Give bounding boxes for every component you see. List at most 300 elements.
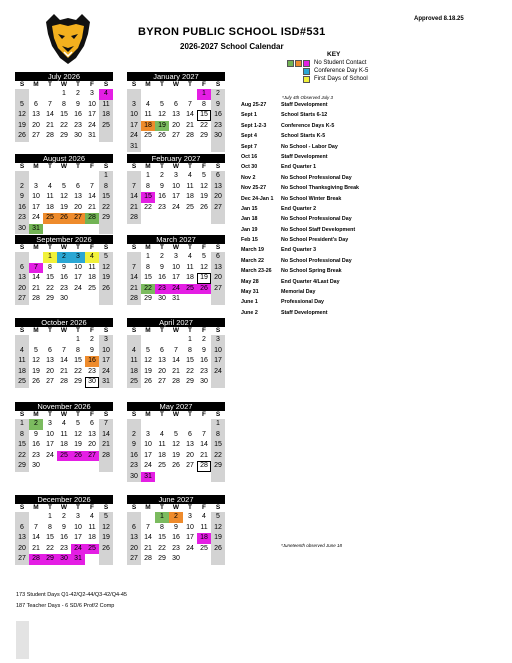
day-cell: 10 (74, 523, 82, 531)
weekday-label: M (33, 163, 39, 170)
empty-cell (127, 419, 141, 430)
empty-cell (99, 131, 113, 142)
day-cell: 8 (202, 100, 206, 108)
event-row (241, 287, 359, 297)
day-cell: 9 (62, 263, 66, 271)
day-cell: 12 (211, 523, 225, 534)
day-cell: 3 (34, 182, 38, 190)
day-cell: 8 (48, 263, 52, 271)
empty-cell (99, 461, 113, 472)
weekday-label: F (90, 411, 94, 418)
day-cell: 30 (85, 377, 99, 388)
day-cell: 19 (211, 533, 225, 544)
month-september-2026 (15, 235, 113, 305)
key-row-first-days (287, 75, 368, 83)
month-grid (127, 504, 225, 565)
day-cell: 19 (99, 533, 113, 544)
approval-date: Approved 8.18.25 (414, 16, 464, 22)
day-cell: 23 (74, 121, 82, 129)
weekday-label: T (48, 81, 52, 88)
month-july-2026 (15, 72, 113, 142)
weekday-label: W (172, 81, 180, 88)
day-cell: 19 (144, 367, 152, 375)
empty-cell (71, 224, 85, 235)
empty-cell (197, 472, 211, 483)
day-cell: 30 (60, 295, 68, 302)
empty-cell (15, 252, 29, 263)
weekday-label: T (160, 81, 164, 88)
weekday-label: M (33, 327, 39, 334)
weekday-label: T (48, 411, 52, 418)
event-date: Sept 4 (241, 133, 257, 140)
day-cell: 22 (46, 544, 54, 552)
month-grid (127, 81, 225, 152)
day-cell: 2 (57, 252, 71, 263)
day-cell: 9 (202, 346, 206, 354)
day-cell: 30 (15, 224, 29, 235)
day-cell: 17 (74, 274, 82, 281)
empty-cell (211, 213, 225, 224)
day-cell: 14 (144, 534, 152, 541)
day-cell: 6 (76, 182, 80, 190)
day-cell: 24 (186, 544, 194, 552)
day-cell: 2 (202, 336, 206, 343)
day-cell: 5 (99, 252, 113, 263)
school-title: BYRON PUBLIC SCHOOL ISD#531 (138, 26, 326, 38)
weekday-label: S (19, 163, 25, 170)
day-cell: 29 (74, 378, 82, 385)
empty-cell (183, 472, 197, 483)
day-cell: 1 (155, 512, 169, 523)
day-cell: 6 (188, 430, 192, 438)
weekday-label: M (145, 411, 151, 418)
day-cell: 22 (60, 121, 68, 129)
weekday-label: T (76, 81, 80, 88)
day-cell: 18 (15, 367, 29, 378)
day-cell: 27 (211, 284, 225, 295)
month-grid (15, 244, 113, 305)
weekday-label: T (76, 163, 80, 170)
empty-cell (155, 89, 169, 100)
event-row (241, 235, 359, 245)
day-cell: 22 (144, 203, 152, 211)
day-cell: 13 (15, 533, 29, 544)
day-cell: 5 (99, 512, 113, 523)
day-cell: 2 (169, 512, 183, 523)
day-cell: 18 (186, 193, 194, 200)
day-cell: 6 (48, 346, 52, 354)
empty-cell (99, 224, 113, 235)
day-cell: 13 (32, 111, 40, 118)
day-cell: 16 (158, 274, 166, 281)
day-cell: 28 (60, 378, 68, 385)
day-cell: 23 (200, 367, 208, 375)
day-cell: 14 (60, 357, 68, 364)
day-cell: 9 (160, 263, 164, 271)
event-row (241, 142, 359, 152)
weekday-label: S (131, 411, 137, 418)
weekday-label: S (103, 163, 109, 170)
event-text: End Quarter 2 (281, 205, 317, 212)
day-cell: 25 (127, 377, 141, 388)
empty-cell (183, 554, 197, 565)
weekday-label: S (19, 81, 25, 88)
day-cell: 19 (155, 121, 169, 132)
day-cell: 22 (200, 121, 208, 129)
weekday-label: M (33, 81, 39, 88)
event-text: Professional Day (281, 299, 324, 306)
event-text: No School Professional Day (281, 257, 352, 264)
day-cell: 5 (76, 420, 80, 427)
empty-cell (197, 419, 211, 430)
day-cell: 3 (174, 172, 178, 179)
weekday-label: S (131, 244, 137, 251)
day-cell: 26 (144, 378, 152, 385)
swatch-blue (303, 68, 310, 75)
weekday-label: W (172, 327, 180, 334)
day-cell: 1 (76, 336, 80, 343)
day-cell: 9 (127, 440, 141, 451)
day-cell: 29 (46, 295, 54, 302)
day-cell: 21 (88, 203, 96, 211)
weekday-label: S (131, 163, 137, 170)
weekday-label: F (202, 327, 206, 334)
day-cell: 8 (99, 182, 113, 193)
weekday-label: M (145, 244, 151, 251)
day-cell: 5 (15, 100, 29, 111)
day-cell: 23 (32, 451, 40, 459)
weekday-label: S (103, 504, 109, 511)
day-cell: 23 (60, 544, 68, 552)
day-cell: 5 (34, 346, 38, 354)
day-cell: 11 (144, 111, 152, 118)
event-row (241, 183, 359, 193)
event-text: School Starts K-5 (281, 133, 326, 140)
day-cell: 26 (71, 451, 85, 462)
day-cell: 24 (46, 451, 54, 459)
day-cell: 26 (200, 203, 208, 211)
day-cell: 30 (158, 295, 166, 302)
day-cell: 29 (186, 378, 194, 385)
event-date: Oct 30 (241, 164, 258, 171)
day-cell: 28 (144, 555, 152, 562)
weekday-label: F (90, 81, 94, 88)
day-cell: 18 (99, 110, 113, 121)
month-grid (15, 327, 113, 388)
weekday-label: T (188, 244, 192, 251)
day-cell: 14 (172, 357, 180, 364)
empty-cell (169, 419, 183, 430)
month-february-2027 (127, 154, 225, 224)
day-cell: 8 (76, 346, 80, 354)
key-label: No Student Contact (314, 60, 367, 66)
month-december-2026 (15, 495, 113, 565)
weekday-label: W (172, 163, 180, 170)
day-cell: 21 (144, 544, 152, 552)
day-cell: 11 (15, 356, 29, 367)
day-cell: 15 (211, 440, 225, 451)
day-cell: 7 (48, 100, 52, 108)
juneteenth-note: *Juneteenth observed June 18 (281, 543, 343, 548)
weekday-label: T (188, 504, 192, 511)
day-cell: 17 (186, 534, 194, 541)
day-cell: 10 (127, 110, 141, 121)
day-cell: 3 (99, 335, 113, 346)
month-title: December 2026 (15, 495, 113, 504)
event-date: March 22 (241, 257, 264, 264)
empty-cell (43, 224, 57, 235)
day-cell: 15 (74, 357, 82, 364)
day-cell: 28 (29, 554, 43, 565)
day-cell: 24 (88, 121, 96, 129)
month-title: January 2027 (127, 72, 225, 81)
day-cell: 2 (160, 172, 164, 179)
day-cell: 7 (146, 523, 150, 531)
empty-cell (71, 294, 85, 305)
day-cell: 29 (60, 132, 68, 139)
month-title: August 2026 (15, 154, 113, 163)
day-cell: 4 (15, 346, 29, 357)
empty-cell (85, 294, 99, 305)
day-cell: 22 (46, 284, 54, 292)
day-cell: 2 (62, 513, 66, 520)
empty-cell (155, 142, 169, 153)
day-cell: 23 (60, 284, 68, 292)
day-cell: 9 (174, 523, 178, 531)
day-cell: 22 (211, 451, 225, 462)
day-cell: 10 (88, 100, 96, 108)
day-cell: 24 (169, 284, 183, 295)
weekday-label: F (90, 504, 94, 511)
day-cell: 15 (46, 534, 54, 541)
day-cell: 10 (172, 263, 180, 271)
day-cell: 15 (99, 192, 113, 203)
day-cell: 21 (99, 440, 113, 451)
empty-cell (169, 142, 183, 153)
corner-mark (16, 621, 29, 659)
day-cell: 1 (15, 419, 29, 430)
day-cell: 26 (172, 462, 180, 469)
day-cell: 31 (88, 132, 96, 139)
day-cell: 28 (172, 378, 180, 385)
day-cell: 25 (183, 284, 197, 295)
day-cell: 4 (99, 89, 113, 100)
day-cell: 16 (15, 203, 29, 214)
empty-cell (141, 512, 155, 523)
day-cell: 14 (127, 273, 141, 284)
day-cell: 20 (15, 284, 29, 295)
day-cell: 11 (88, 263, 96, 271)
month-april-2027 (127, 318, 225, 388)
weekday-label: M (33, 504, 39, 511)
day-cell: 12 (15, 110, 29, 121)
day-cell: 15 (186, 357, 194, 364)
day-cell: 2 (211, 89, 225, 100)
day-cell: 16 (60, 274, 68, 281)
day-cell: 29 (144, 295, 152, 302)
day-cell: 5 (146, 346, 150, 354)
weekday-label: T (48, 504, 52, 511)
day-cell: 7 (174, 346, 178, 354)
day-cell: 5 (202, 172, 206, 179)
day-cell: 19 (15, 121, 29, 132)
empty-cell (99, 294, 113, 305)
day-cell: 8 (62, 100, 66, 108)
day-cell: 1 (43, 252, 57, 263)
day-cell: 1 (197, 89, 211, 100)
day-cell: 8 (160, 523, 164, 531)
day-cell: 9 (34, 430, 38, 438)
day-cell: 2 (15, 182, 29, 193)
day-cell: 4 (188, 172, 192, 179)
day-cell: 16 (32, 441, 40, 448)
weekday-label: F (202, 81, 206, 88)
day-cell: 28 (127, 294, 141, 305)
calendar-subtitle: 2026-2027 School Calendar (180, 42, 284, 51)
day-cell: 27 (211, 203, 225, 214)
day-cell: 11 (99, 100, 113, 111)
weekday-label: T (188, 163, 192, 170)
day-cell: 20 (32, 121, 40, 129)
event-date: Sept 1-2-3 (241, 122, 267, 129)
day-cell: 2 (160, 253, 164, 260)
day-cell: 11 (46, 193, 54, 200)
day-cell: 19 (60, 203, 68, 211)
empty-cell (43, 335, 57, 346)
day-cell: 22 (99, 203, 113, 214)
empty-cell (155, 472, 169, 483)
day-cell: 9 (76, 100, 80, 108)
month-title: February 2027 (127, 154, 225, 163)
day-cell: 11 (158, 441, 166, 448)
empty-cell (211, 377, 225, 388)
day-cell: 27 (71, 213, 85, 224)
weekday-label: S (19, 504, 25, 511)
day-cell: 25 (186, 203, 194, 211)
event-row (241, 225, 359, 235)
weekday-label: S (215, 244, 221, 251)
events-list (241, 100, 359, 318)
day-cell: 8 (211, 430, 225, 441)
day-cell: 16 (60, 534, 68, 541)
empty-cell (211, 142, 225, 153)
day-cell: 7 (127, 182, 141, 193)
empty-cell (169, 335, 183, 346)
day-cell: 31 (141, 472, 155, 483)
day-cell: 6 (160, 346, 164, 354)
day-cell: 14 (88, 193, 96, 200)
day-cell: 7 (99, 419, 113, 430)
weekday-label: F (90, 163, 94, 170)
day-cell: 4 (202, 513, 206, 520)
weekday-label: W (60, 244, 68, 251)
day-cell: 20 (158, 367, 166, 375)
day-cell: 22 (15, 451, 29, 462)
event-date: Nov 25-27 (241, 185, 267, 192)
month-title: June 2027 (127, 495, 225, 504)
day-cell: 3 (71, 252, 85, 263)
day-cell: 11 (200, 523, 208, 531)
event-row (241, 245, 359, 255)
day-cell: 23 (211, 121, 225, 132)
day-cell: 12 (99, 523, 113, 534)
day-cell: 26 (197, 284, 211, 295)
day-cell: 26 (158, 132, 166, 139)
day-cell: 30 (200, 378, 208, 385)
empty-cell (197, 213, 211, 224)
day-cell: 19 (74, 441, 82, 448)
empty-cell (43, 171, 57, 182)
day-cell: 13 (127, 533, 141, 544)
day-cell: 20 (46, 367, 54, 375)
day-cell: 26 (57, 213, 71, 224)
month-grid (127, 244, 225, 305)
day-cell: 10 (186, 523, 194, 531)
day-cell: 5 (174, 430, 178, 438)
month-august-2026 (15, 154, 113, 234)
empty-cell (197, 142, 211, 153)
month-grid (15, 504, 113, 565)
day-cell: 3 (76, 513, 80, 520)
event-date: June 1 (241, 299, 258, 306)
day-cell: 19 (200, 193, 208, 200)
empty-cell (127, 171, 141, 182)
day-cell: 15 (144, 274, 152, 281)
empty-cell (57, 335, 71, 346)
day-cell: 2 (127, 430, 141, 441)
month-june-2027 (127, 495, 225, 565)
day-cell: 10 (211, 346, 225, 357)
day-cell: 11 (88, 523, 96, 531)
key-row-conference (287, 67, 368, 75)
weekday-label: W (60, 411, 68, 418)
day-cell: 14 (186, 111, 194, 118)
weekday-label: S (131, 81, 137, 88)
day-cell: 28 (186, 132, 194, 139)
day-cell: 21 (32, 284, 40, 292)
day-cell: 20 (127, 544, 141, 555)
day-cell: 18 (141, 121, 155, 132)
event-row (241, 173, 359, 183)
event-row (241, 297, 359, 307)
day-cell: 24 (74, 284, 82, 292)
day-cell: 14 (99, 430, 113, 441)
weekday-label: S (19, 411, 25, 418)
day-cell: 6 (211, 171, 225, 182)
empty-cell (57, 461, 71, 472)
day-cell: 15 (197, 110, 211, 121)
swatch-orange (295, 60, 302, 67)
weekday-label: M (33, 411, 39, 418)
day-cell: 7 (127, 263, 141, 274)
day-cell: 20 (74, 203, 82, 211)
event-text: Staff Development (281, 153, 328, 160)
event-text: End Quarter 4/Last Day (281, 278, 340, 285)
empty-cell (183, 294, 197, 305)
day-cell: 20 (15, 544, 29, 555)
weekday-label: S (19, 327, 25, 334)
event-text: No School Spring Break (281, 268, 342, 275)
empty-cell (141, 89, 155, 100)
day-cell: 26 (211, 544, 225, 555)
weekday-label: F (202, 411, 206, 418)
month-january-2027 (127, 72, 225, 152)
event-text: No School Professional Day (281, 174, 352, 181)
day-cell: 18 (158, 451, 166, 459)
swatch-yellow (303, 76, 310, 83)
weekday-label: T (76, 244, 80, 251)
month-title: May 2027 (127, 402, 225, 411)
